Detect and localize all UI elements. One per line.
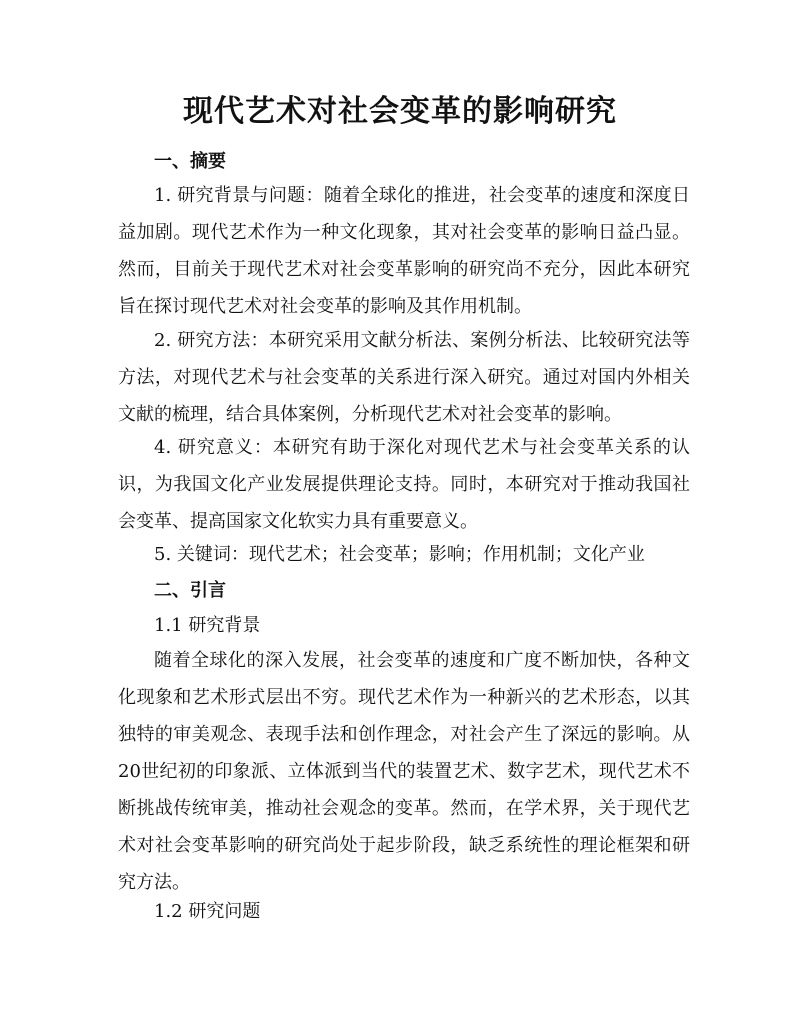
section-heading-introduction: 二、引言 [154, 580, 226, 601]
subsection-heading-research-question: 1.2 研究问题 [154, 901, 261, 922]
abstract-paragraph-keywords: 5. 关键词：现代艺术；社会变革；影响；作用机制；文化产业 [154, 544, 645, 565]
abstract-paragraph-methods: 2. 研究方法：本研究采用文献分析法、案例分析法、比较研究法等方法，对现代艺术与社会变革的关系进行深入研究。通过对国内外相关文献的梳理，结合具体案例，分析现代艺术对社会变革的影响。 [118, 330, 690, 425]
section-heading-abstract: 一、摘要 [154, 151, 226, 172]
introduction-paragraph-background: 随着全球化的深入发展，社会变革的速度和广度不断加快，各种文化现象和艺术形式层出不穷。现代艺术作为一种新兴的艺术形态，以其独特的审美观念、表现手法和创作理念，对社会产生了深远的影响。从20世纪初的印象派、立体派到当代的装置艺术、数字艺术，现代艺术不断挑战传统审美，推动社会观念的变革。然而，在学术界，关于现代艺术对社会变革影响的研究尚处于起步阶段，缺乏系统性的理论框架和研究方法。 [118, 650, 690, 893]
abstract-paragraph-significance: 4. 研究意义：本研究有助于深化对现代艺术与社会变革关系的认识，为我国文化产业发展提供理论支持。同时，本研究对于推动我国社会变革、提高国家文化软实力具有重要意义。 [118, 437, 690, 532]
subsection-heading-background: 1.1 研究背景 [154, 615, 261, 636]
abstract-paragraph-background: 1. 研究背景与问题：随着全球化的推进，社会变革的速度和深度日益加剧。现代艺术作为一种文化现象，其对社会变革的影响日益凸显。然而，目前关于现代艺术对社会变革影响的研究尚不充分，因此本研究旨在探讨现代艺术对社会变革的影响及其作用机制。 [118, 185, 690, 317]
document-title: 现代艺术对社会变革的影响研究 [183, 94, 617, 129]
